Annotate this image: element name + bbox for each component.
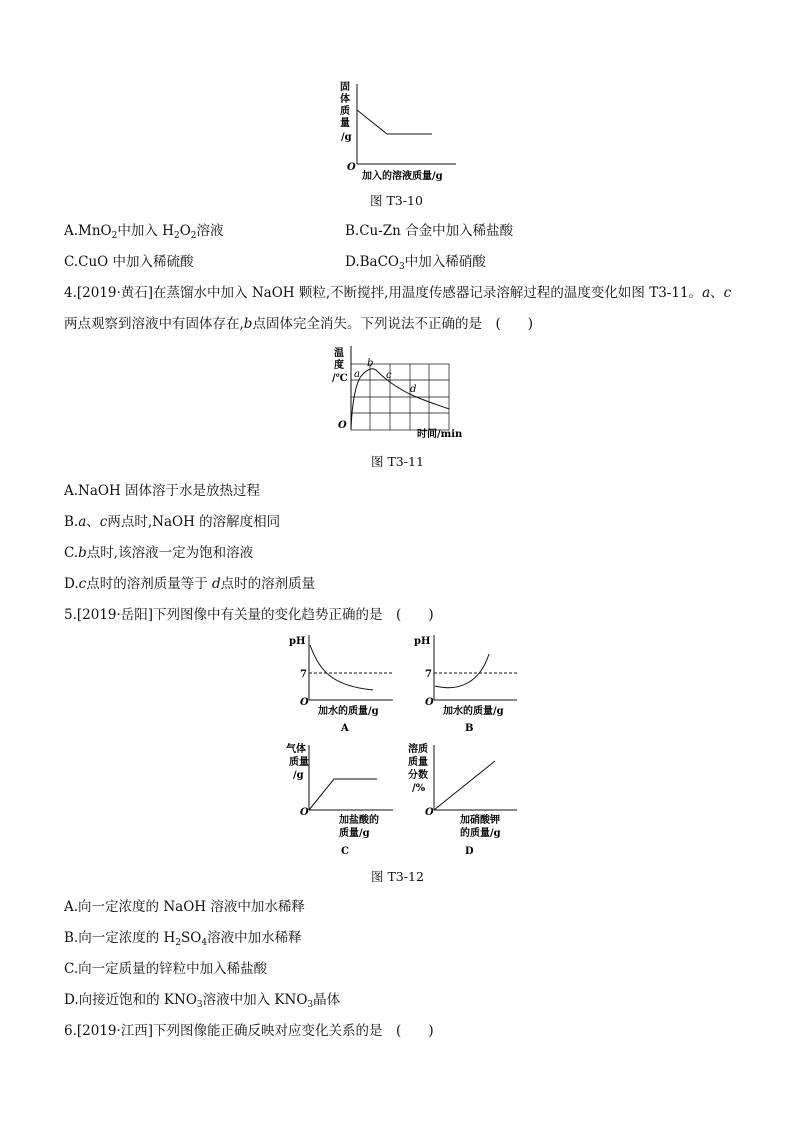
q5-option-d[interactable]: D.向接近饱和的 $KNO_3$溶液中加入 $KNO_3$晶体 <box>64 992 341 1010</box>
fig12b-ylabel: pH <box>414 636 431 647</box>
fig11-curve <box>351 369 449 430</box>
q5-option-b[interactable]: B.向一定浓度的 $H_2SO_4$溶液中加水稀释 <box>64 930 302 948</box>
fig12a-ylabel: pH <box>289 636 306 647</box>
fig11-caption: 图 T3-11 <box>371 454 424 469</box>
figure-t3-11 <box>330 342 465 442</box>
fig10-curve <box>357 110 432 134</box>
fig11-xlabel: 时间/min <box>417 429 463 440</box>
fig12c-plot <box>309 745 393 810</box>
fig12d-plot <box>434 745 517 810</box>
fig12b-xlabel: 加水的质量/g <box>443 706 504 717</box>
fig11-point-b: b <box>367 358 374 369</box>
q5-option-c[interactable]: C.向一定质量的锌粒中加入稀盐酸 <box>64 961 268 977</box>
fig10-ylabel-2: 体 <box>340 94 350 105</box>
fig10-ylabel-4: 量 <box>340 118 350 129</box>
fig12c-ylabel-1: 气体 <box>286 744 306 755</box>
fig11-point-d: d <box>410 384 417 395</box>
fig12b-plot <box>434 635 517 700</box>
fig10-ylabel-5: /g <box>341 132 352 143</box>
fig12d-ylabel-4: /% <box>412 783 426 794</box>
figure-t3-10 <box>330 78 470 188</box>
q3-option-d[interactable]: D.BaCO$_3$中加入稀硝酸 <box>345 254 486 272</box>
fig12c-origin: O <box>300 807 309 818</box>
fig12a-plot <box>309 635 393 700</box>
fig11-ylabel-3: /℃ <box>332 373 348 384</box>
fig12b-label: B <box>465 723 474 734</box>
fig12-caption: 图 T3-12 <box>371 869 424 884</box>
fig10-ylabel-3: 质 <box>340 106 350 117</box>
fig12c-xlabel-1: 加盐酸的 <box>339 815 379 826</box>
fig12d-ylabel-2: 质量 <box>408 757 428 768</box>
q3-option-b[interactable]: B.Cu-Zn 合金中加入稀盐酸 <box>345 223 514 239</box>
q6-stem: 6.[2019·江西]下列图像能正确反映对应变化关系的是 ( ) <box>64 1023 434 1039</box>
fig12d-ylabel-3: 分数 <box>408 770 428 781</box>
fig12c-xlabel-2: 质量/g <box>339 828 370 839</box>
q3-option-a[interactable]: A.MnO$_2$中加入 $H_2O_2$溶液 <box>64 223 224 241</box>
fig11-point-c: c <box>386 370 392 381</box>
q5-stem: 5.[2019·岳阳]下列图像中有关量的变化趋势正确的是 ( ) <box>64 607 434 623</box>
fig12c-ylabel-3: /g <box>293 770 304 781</box>
q3-option-c[interactable]: C.CuO 中加入稀硫酸 <box>64 254 194 270</box>
fig12a-origin: O <box>300 697 309 708</box>
q4-option-a[interactable]: A.NaOH 固体溶于水是放热过程 <box>64 483 261 499</box>
figure-t3-12 <box>285 630 525 860</box>
fig12d-xlabel-1: 加硝酸钾 <box>460 815 500 826</box>
fig12d-ylabel-1: 溶质 <box>408 744 428 755</box>
q4-stem-line-2: 两点观察到溶液中有固体存在,b点固体完全消失。下列说法不正确的是 ( ) <box>64 316 533 332</box>
fig10-xlabel: 加入的溶液质量/g <box>362 171 443 182</box>
fig12a-xlabel: 加水的质量/g <box>318 706 379 717</box>
q4-option-b[interactable]: B.a、c两点时,NaOH 的溶解度相同 <box>64 514 281 530</box>
q4-stem-line-1: 4.[2019·黄石]在蒸馏水中加入 NaOH 颗粒,不断搅拌,用温度传感器记录溶解过程的温度变化如图 T3-11。a、c <box>64 285 732 301</box>
q5-option-a[interactable]: A.向一定浓度的 NaOH 溶液中加水稀释 <box>64 899 305 915</box>
fig10-ylabel-1: 固 <box>340 82 350 93</box>
fig11-ylabel-2: 度 <box>334 360 344 371</box>
fig12a-tick-7: 7 <box>300 669 307 680</box>
fig12c-label: C <box>341 846 349 857</box>
fig11-ylabel-1: 温 <box>334 348 344 359</box>
fig12b-origin: O <box>425 697 434 708</box>
fig11-grid <box>351 364 449 430</box>
fig12b-tick-7: 7 <box>425 669 432 680</box>
fig12d-xlabel-2: 的质量/g <box>460 828 501 839</box>
fig12d-origin: O <box>425 807 434 818</box>
fig10-caption: 图 T3-10 <box>370 193 423 208</box>
fig10-origin: O <box>347 162 356 173</box>
fig12c-ylabel-2: 质量 <box>289 757 309 768</box>
fig11-origin: O <box>338 420 347 431</box>
fig11-point-a: a <box>354 369 360 380</box>
fig12a-label: A <box>341 723 349 734</box>
q4-option-d[interactable]: D.c点时的溶剂质量等于 d点时的溶剂质量 <box>64 576 316 592</box>
fig12d-label: D <box>465 846 474 857</box>
q4-option-c[interactable]: C.b点时,该溶液一定为饱和溶液 <box>64 545 254 561</box>
